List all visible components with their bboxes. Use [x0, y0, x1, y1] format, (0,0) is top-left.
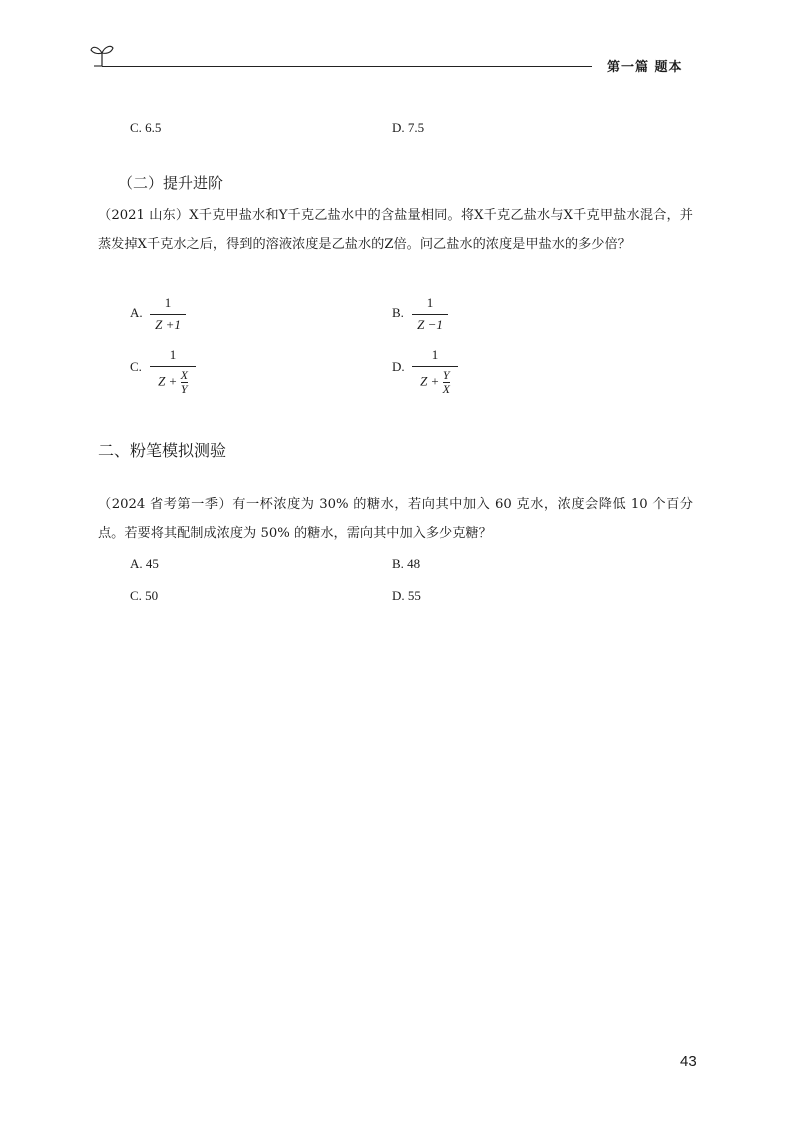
option-d-den-prefix: Z + [420, 373, 440, 389]
mock-option-d: D. 55 [392, 588, 421, 603]
sprout-icon [88, 42, 116, 68]
option-c-fraction [150, 347, 196, 396]
option-c-inner-fraction [181, 369, 188, 396]
option-d-inner-fraction [443, 369, 450, 396]
option-c-numerator: 1 [169, 347, 177, 362]
question-mock: （2024 省考第一季）有一杯浓度为 30% 的糖水，若向其中加入 60 克水，浓度会降低 10 个百分点。若要将其配制成浓度为 50% 的糖水，需向其中加入多少克糖？ [98, 497, 693, 541]
option-d-inner-num: Y [442, 368, 450, 382]
option-c-den-prefix: Z + [158, 373, 178, 389]
option-b-numerator: 1 [426, 295, 434, 310]
option-d-numerator: 1 [431, 347, 439, 362]
option-d-label: D. [392, 359, 405, 374]
question-advanced: （2021 山东）X千克甲盐水和Y千克乙盐水中的含盐量相同。将X千克乙盐水与X千克甲盐水混合，并蒸发掉X千克水之后，得到的溶液浓度是乙盐水的Z倍。问乙盐水的浓度是甲盐水的多少倍？ [98, 208, 693, 252]
option-a-numerator: 1 [164, 295, 172, 310]
option-b-denominator: Z −1 [417, 317, 443, 332]
option-a-label: A. [130, 305, 143, 320]
option-c-label: C. [130, 359, 142, 374]
prev-option-c: C. 6.5 [130, 120, 162, 135]
option-a-fraction [150, 295, 186, 333]
mock-option-c: C. 50 [130, 588, 159, 603]
option-b-label: B. [392, 305, 404, 320]
option-b-fraction [412, 295, 448, 333]
option-d-inner-den: X [442, 382, 450, 396]
mock-option-b: B. 48 [392, 556, 421, 571]
prev-option-d: D. 7.5 [392, 120, 425, 135]
header-title: 第一篇 题本 [607, 60, 683, 75]
option-a-denominator: Z +1 [155, 317, 181, 332]
section-heading-mock: 二、粉笔模拟测验 [98, 441, 227, 460]
header-rule [102, 66, 592, 67]
mock-option-a: A. 45 [130, 556, 159, 571]
option-c-inner-den: Y [180, 382, 188, 396]
page-number: 43 [680, 1053, 697, 1070]
option-d-fraction [412, 347, 458, 396]
section-heading-advanced: （二）提升进阶 [118, 174, 224, 192]
option-c-inner-num: X [180, 368, 188, 382]
